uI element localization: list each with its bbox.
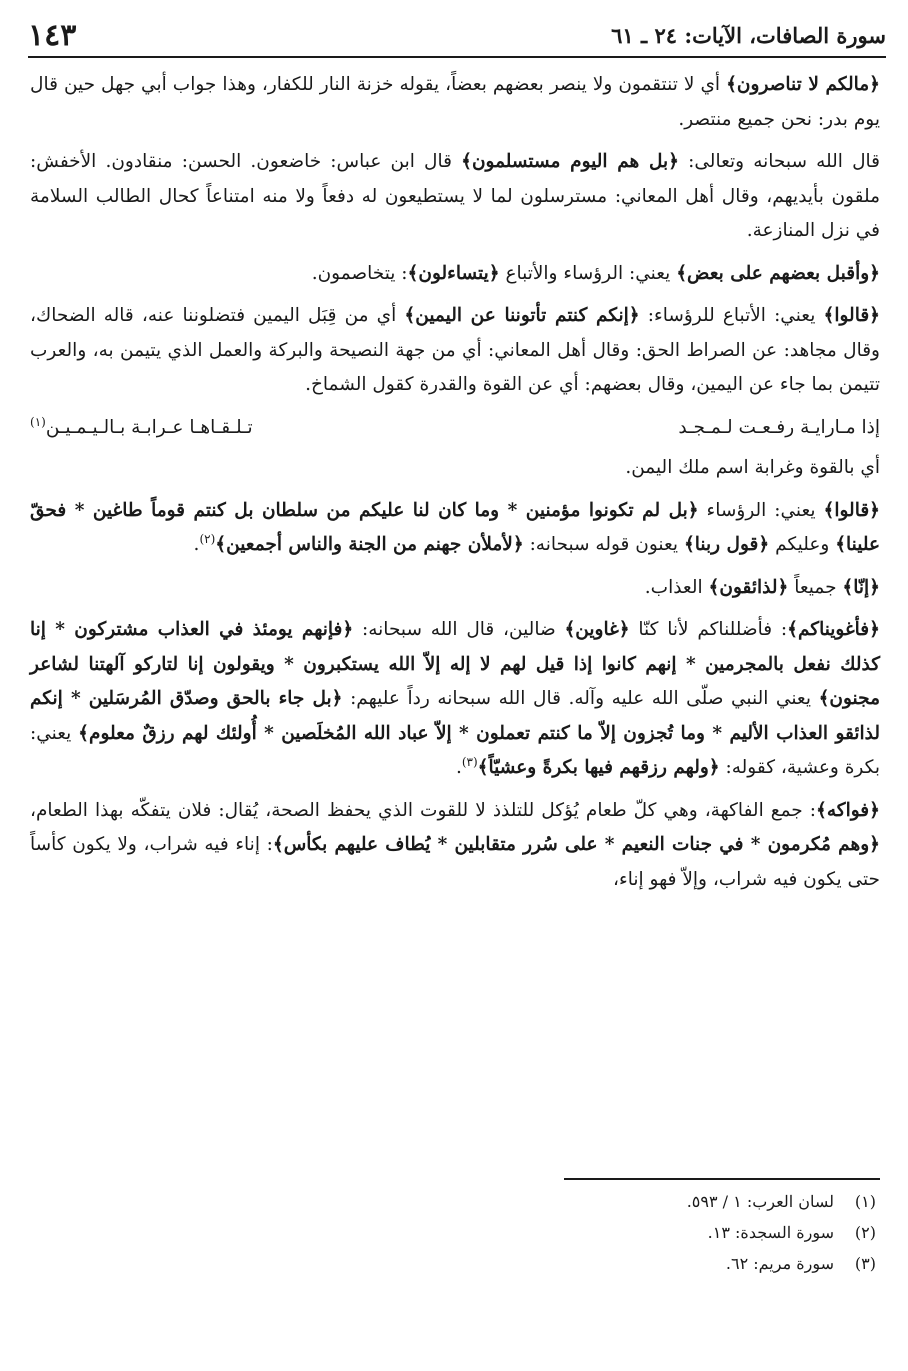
- chapter-title: سورة الصافات، الآيات: ٢٤ ـ ٦١: [611, 22, 886, 48]
- quran-quote: ﴿قالوا﴾: [823, 499, 881, 521]
- paragraph-6: ﴿قالوا﴾ يعني: الرؤساء ﴿بل لم تكونوا مؤمنين * وما كان لنا عليكم من سلطان بل كنتم قوماً طاغين * فحقّ علينا﴾ وعليكم ﴿قول ربنا﴾ يعنون قوله سبحانه: ﴿لأملأن جهنم من الجنة والناس أجمعين﴾$^{(٢)}$.: [30, 499, 881, 555]
- commentary-text: يعني: الرؤساء والأتباع: [499, 262, 677, 284]
- footnote-ref: (٢): [199, 531, 216, 546]
- commentary-text: العذاب.: [644, 576, 709, 598]
- footnote-number: (٢): [854, 1223, 876, 1242]
- paragraph-5: أي بالقوة وغرابة اسم ملك اليمن.: [625, 457, 880, 478]
- commentary-text: : فأضللناكم لأنا كنّا: [629, 619, 788, 640]
- paragraph-1: [30, 68, 880, 137]
- commentary-text: : جمع الفاكهة، وهي كلّ طعام يُؤكل للتلذذ لا للقوت الذي يحفظ الصحة، يُقال: فلان يتفكّه بهذا الطعام،: [30, 799, 817, 821]
- paragraph-9: [30, 794, 880, 898]
- page-header: [28, 14, 886, 58]
- quran-quote: ﴿وهم مُكرمون * في جنات النعيم * على سُرر متقابلين * يُطاف عليهم بكأس﴾: [272, 834, 881, 855]
- quran-quote: ﴿إنّا﴾: [842, 576, 880, 598]
- quran-quote: ﴿وأقبل بعضهم على بعض﴾: [676, 262, 880, 284]
- footnote-item: [32, 1248, 876, 1279]
- quran-quote: ﴿مالكم لا تناصرون﴾: [726, 74, 880, 95]
- commentary-text: أي لا تنتقمون ولا ينصر بعضهم بعضاً، يقوله خزنة النار للكفار، وهذا جواب أبي جهل حين قال يوم بدر: نحن جميع منتصر.: [30, 74, 880, 130]
- quran-quote: ﴿إنكم كنتم تأتوننا عن اليمين﴾: [404, 305, 640, 326]
- quran-quote: ﴿لذائقون﴾: [708, 576, 789, 598]
- footnote-ref: (٣): [461, 754, 478, 769]
- footnote-text: سورة مريم: ٦٢.: [725, 1254, 834, 1273]
- quran-quote: ﴿فإنهم يومئذ في العذاب مشتركون * إنا كذلك نفعل بالمجرمين * إنهم كانوا إذا قيل لهم لا إله إلاّ الله يستكبرون * ويقولون إنا لتاركو آلهتنا لشاعر مجنون﴾: [30, 619, 880, 709]
- footnote-item: [32, 1186, 876, 1217]
- paragraph-2: [30, 145, 880, 249]
- commentary-text: جميعاً: [788, 576, 843, 598]
- footnote-text: سورة السجدة: ١٣.: [707, 1223, 834, 1242]
- footnote-number: (٣): [854, 1254, 876, 1273]
- commentary-text: يعني: الأتباع للرؤساء:: [639, 305, 824, 326]
- paragraph-3: [30, 257, 880, 292]
- footnote-number: (١): [854, 1192, 876, 1211]
- commentary-text: يعني: بكرة وعشية، كقوله:: [30, 722, 880, 778]
- quran-quote: ﴿لأملأن جهنم من الجنة والناس أجمعين﴾: [215, 534, 524, 555]
- footnote-item: [32, 1217, 876, 1248]
- poetry-verse: [30, 411, 880, 446]
- commentary-text: وعليكم: [769, 534, 836, 555]
- commentary-text: قال ابن عباس: خاضعون. الحسن: منقادون. الأخفش: ملقون بأيديهم، وقال أهل المعاني: مسترسلون لما لا يستطيعون له دفعاً ولا منه امتناعاً كحال الطالب السلامة في نزل المنازعة.: [30, 151, 880, 241]
- quran-quote: ﴿قول ربنا﴾: [683, 534, 770, 555]
- quran-quote: ﴿فواكه﴾: [816, 799, 880, 821]
- quran-quote: ﴿بل لم تكونوا مؤمنين * وما كان لنا عليكم من سلطان بل كنتم قوماً طاغين * فحقّ علينا﴾: [30, 499, 880, 555]
- quran-quote: ﴿غاوين﴾: [564, 619, 630, 640]
- commentary-text: يعني النبي صلّى الله عليه وآله. قال الله سبحانه رداً عليهم:: [342, 688, 819, 709]
- paragraph-8: ﴿فأغويناكم﴾: فأضللناكم لأنا كنّا ﴿غاوين﴾ ضالين، قال الله سبحانه: ﴿فإنهم يومئذ في العذاب مشتركون * إنا كذلك نفعل بالمجرمين * إنهم كانوا إذا قيل لهم لا إله إلاّ الله يستكبرون * ويقولون إنا لتاركو آلهتنا لشاعر مجنون﴾ يعني النبي صلّى الله عليه وآله. قال الله سبحانه رداً عليهم: ﴿بل جاء بالحق وصدّق المُرسَلين * إنكم لذائقو العذاب الأليم * وما تُجزون إلاّ ما كنتم تعملون * إلاّ عباد الله المُخلَصين * أُولئك لهم رزقٌ معلوم﴾ يعني: بكرة وعشية، كقوله: ﴿ولهم رزقهم فيها بكرةً وعشيّاً﴾$^{(٣)}$.: [30, 619, 880, 778]
- footnote-divider: [564, 1178, 880, 1180]
- commentary-text: يعني: الرؤساء: [698, 499, 824, 521]
- verse-second-hemistich: تـلـقـاهـا عـرابـة بـالـيـمـيـن$^{(١)}$: [30, 414, 253, 438]
- quran-quote: ﴿فأغويناكم﴾: [787, 619, 880, 640]
- quran-quote: ﴿بل جاء بالحق وصدّق المُرسَلين * إنكم لذائقو العذاب الأليم * وما تُجزون إلاّ ما كنتم تعملون * إلاّ عباد الله المُخلَصين * أُولئك لهم رزقٌ معلوم﴾: [30, 688, 880, 744]
- commentary-text: ضالين، قال الله سبحانه:: [353, 619, 565, 640]
- main-text: [30, 68, 880, 905]
- footnotes: [32, 1186, 876, 1279]
- commentary-text: : يتخاصمون.: [311, 262, 408, 284]
- commentary-text: يعنون قوله سبحانه:: [523, 534, 684, 555]
- footnote-text: لسان العرب: ١ / ٥٩٣.: [686, 1192, 834, 1211]
- page-number: ١٤٣: [28, 17, 77, 53]
- footnote-ref: (١): [30, 414, 46, 429]
- paragraph-4: [30, 299, 880, 403]
- paragraph-7: [30, 571, 880, 606]
- quran-quote: ﴿بل هم اليوم مستسلمون﴾: [461, 151, 679, 172]
- quran-quote: ﴿يتساءلون﴾: [407, 262, 500, 284]
- commentary-text: : إناء فيه شراب، ولا يكون كأساً حتى يكون فيه شراب، وإلاّ فهو إناء،: [30, 834, 880, 890]
- quran-quote: ﴿قالوا﴾: [823, 305, 881, 326]
- commentary-text: قال الله سبحانه وتعالى:: [679, 151, 881, 172]
- quran-quote: ﴿ولهم رزقهم فيها بكرةً وعشيّاً﴾: [477, 757, 720, 778]
- commentary-text: أي من قِبَل اليمين فتضلوننا عنه، قاله الضحاك، وقال مجاهد: عن الصراط الحق: وقال أهل المعاني: أي من جهة النصيحة والبركة والعمل الذي يتيمن به، والعرب تتيمن بما جاء عن اليمين، وقال بعضهم: أي عن القوة والقدرة كقول الشماخ.: [30, 305, 880, 395]
- verse-first-hemistich: إذا مـارايـة رفـعـت لـمـجـد: [678, 416, 880, 438]
